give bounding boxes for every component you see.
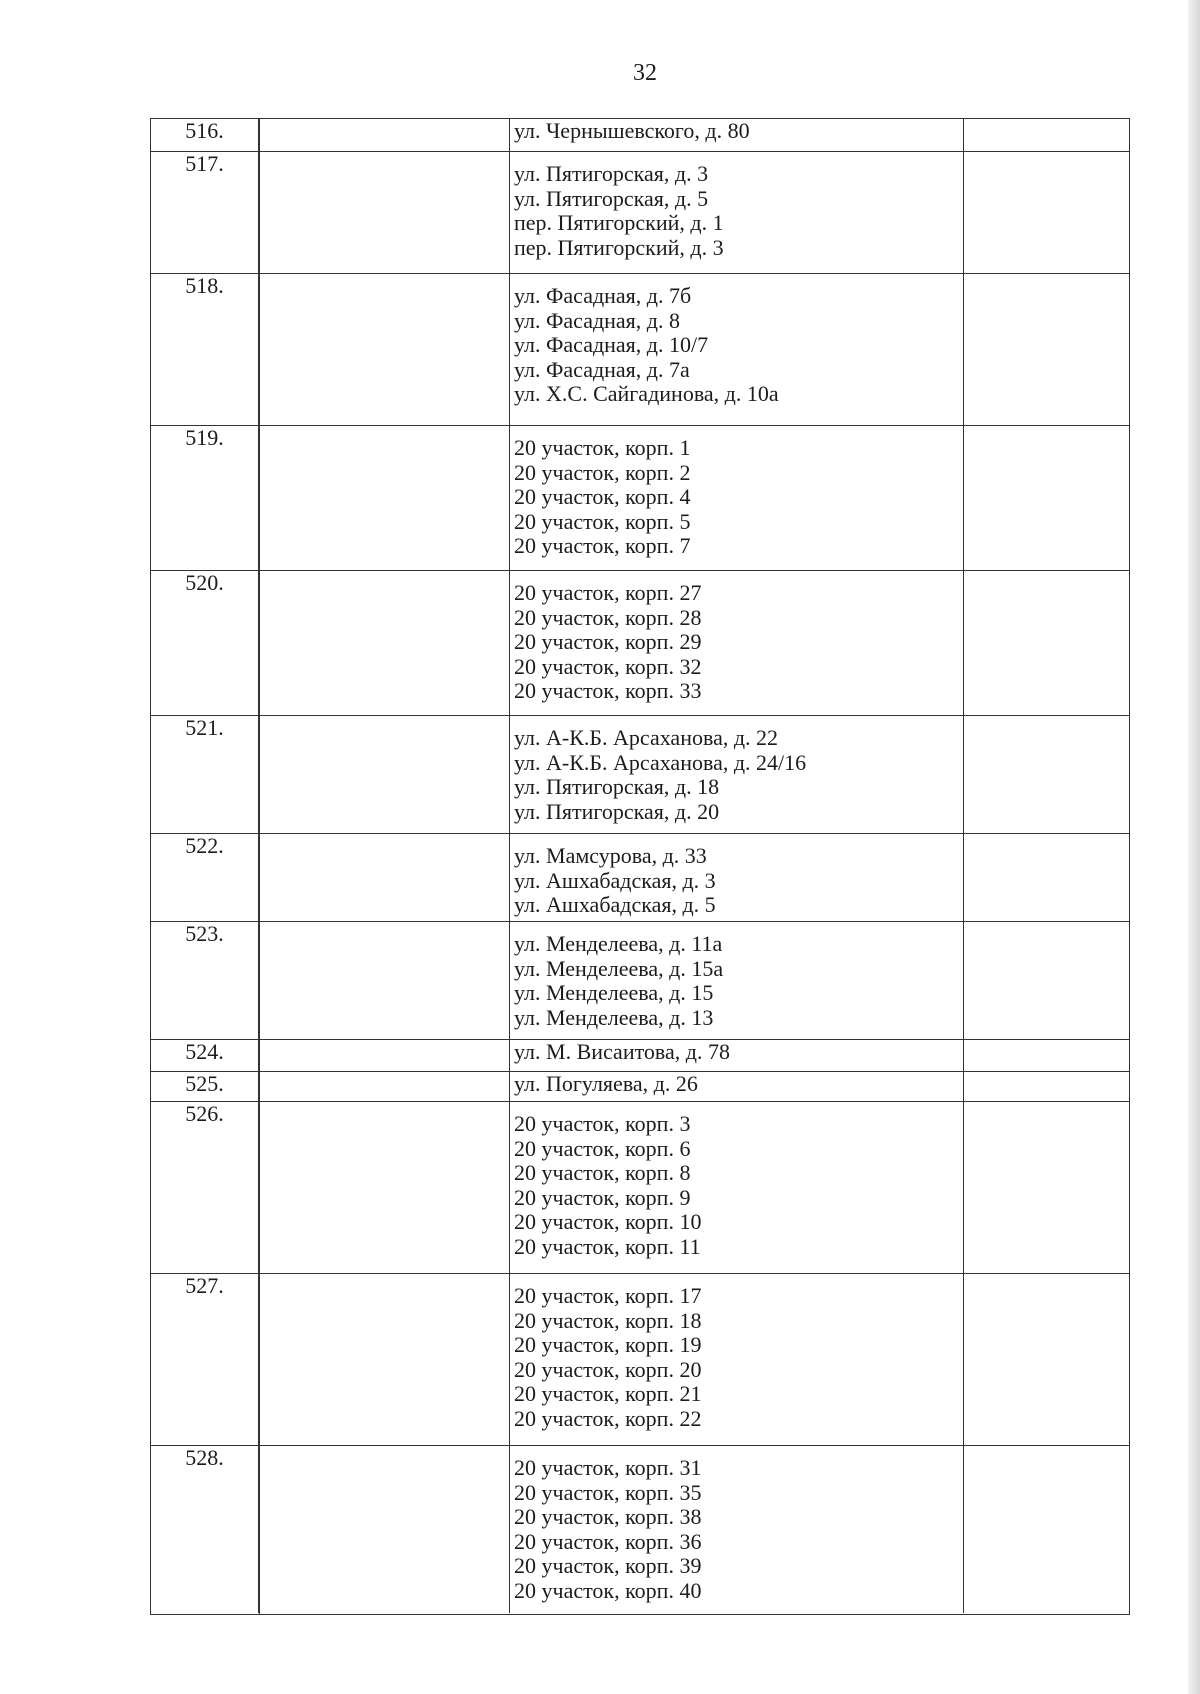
table-row bbox=[151, 1445, 1129, 1613]
address-cell bbox=[509, 1072, 964, 1101]
address-line: пер. Пятигорский, д. 3 bbox=[514, 234, 724, 260]
address-line: 20 участок, корп. 11 bbox=[514, 1233, 701, 1259]
address-cell bbox=[509, 716, 964, 833]
address-line: ул. Пятигорская, д. 18 bbox=[514, 774, 720, 799]
empty-cell bbox=[964, 152, 1129, 273]
empty-cell bbox=[964, 716, 1129, 833]
empty-cell bbox=[964, 571, 1129, 715]
address-line: 20 участок, корп. 21 bbox=[514, 1381, 702, 1406]
row-number: 527. bbox=[151, 1274, 259, 1445]
address-line: 20 участок, корп. 22 bbox=[514, 1405, 702, 1431]
table-row bbox=[151, 921, 1129, 1039]
address-line: ул. Фасадная, д. 7а bbox=[514, 356, 690, 382]
address-line: 20 участок, корп. 10 bbox=[514, 1209, 702, 1234]
address-cell bbox=[509, 1274, 964, 1445]
table-row bbox=[151, 425, 1129, 570]
page-number: 32 bbox=[633, 60, 657, 86]
address-line: 20 участок, корп. 3 bbox=[514, 1111, 691, 1136]
address-line: 20 участок, корп. 7 bbox=[514, 533, 691, 558]
empty-cell bbox=[964, 119, 1129, 151]
table-row bbox=[151, 1071, 1129, 1101]
table-row bbox=[151, 1039, 1129, 1071]
address-cell bbox=[509, 1040, 964, 1071]
address-line: 20 участок, корп. 4 bbox=[514, 484, 691, 509]
empty-cell bbox=[964, 1040, 1129, 1071]
address-line: ул. Ашхабадская, д. 3 bbox=[514, 867, 716, 893]
row-number: 517. bbox=[151, 152, 259, 273]
address-line: ул. Погуляева, д. 26 bbox=[514, 1071, 698, 1096]
address-cell bbox=[509, 1102, 964, 1273]
empty-cell bbox=[964, 1072, 1129, 1101]
address-line: 20 участок, корп. 32 bbox=[514, 653, 702, 679]
row-number: 525. bbox=[151, 1072, 259, 1101]
address-line: 20 участок, корп. 20 bbox=[514, 1356, 702, 1382]
address-line: ул. А-К.Б. Арсаханова, д. 22 bbox=[514, 725, 779, 750]
empty-cell bbox=[964, 1446, 1129, 1613]
address-line: 20 участок, корп. 39 bbox=[514, 1553, 702, 1578]
address-line: ул. Пятигорская, д. 20 bbox=[514, 798, 720, 824]
address-line: ул. Чернышевского, д. 80 bbox=[514, 118, 750, 143]
address-line: ул. Менделеева, д. 15 bbox=[514, 980, 714, 1005]
address-cell bbox=[509, 274, 964, 425]
address-cell bbox=[509, 922, 964, 1039]
address-line: 20 участок, корп. 19 bbox=[514, 1332, 702, 1357]
row-number: 522. bbox=[151, 834, 259, 921]
row-number: 520. bbox=[151, 571, 259, 715]
address-line: 20 участок, корп. 9 bbox=[514, 1184, 691, 1210]
address-line: 20 участок, корп. 29 bbox=[514, 629, 702, 654]
address-line: 20 участок, корп. 8 bbox=[514, 1160, 691, 1185]
row-number: 524. bbox=[151, 1040, 259, 1071]
address-cell bbox=[509, 571, 964, 715]
page-edge-shadow bbox=[1188, 0, 1200, 1694]
address-cell bbox=[509, 1446, 964, 1613]
table-row bbox=[151, 570, 1129, 715]
address-line: пер. Пятигорский, д. 1 bbox=[514, 210, 724, 235]
row-number: 526. bbox=[151, 1102, 259, 1273]
address-line: ул. Менделеева, д. 13 bbox=[514, 1004, 714, 1030]
address-cell bbox=[509, 152, 964, 273]
address-line: ул. Х.С. Сайгадинова, д. 10а bbox=[514, 381, 779, 406]
table-row bbox=[151, 1101, 1129, 1273]
row-number: 518. bbox=[151, 274, 259, 425]
row-number: 519. bbox=[151, 426, 259, 570]
table-row bbox=[151, 1273, 1129, 1445]
address-line: ул. Фасадная, д. 7б bbox=[514, 283, 692, 308]
address-line: 20 участок, корп. 28 bbox=[514, 604, 702, 630]
address-line: ул. М. Висаитова, д. 78 bbox=[514, 1039, 730, 1064]
address-line: 20 участок, корп. 18 bbox=[514, 1307, 702, 1333]
address-line: 20 участок, корп. 2 bbox=[514, 459, 691, 485]
address-line: ул. Фасадная, д. 8 bbox=[514, 307, 680, 333]
address-line: 20 участок, корп. 35 bbox=[514, 1479, 702, 1505]
address-table bbox=[150, 118, 1130, 1615]
table-row bbox=[151, 273, 1129, 425]
empty-cell bbox=[964, 834, 1129, 921]
table-row bbox=[151, 715, 1129, 833]
empty-cell bbox=[964, 426, 1129, 570]
empty-cell bbox=[964, 922, 1129, 1039]
address-line: ул. Фасадная, д. 10/7 bbox=[514, 332, 709, 357]
address-line: ул. А-К.Б. Арсаханова, д. 24/16 bbox=[514, 749, 807, 775]
address-line: 20 участок, корп. 1 bbox=[514, 435, 691, 460]
address-line: 20 участок, корп. 33 bbox=[514, 678, 702, 703]
address-line: 20 участок, корп. 27 bbox=[514, 580, 702, 605]
empty-cell bbox=[964, 274, 1129, 425]
address-line: 20 участок, корп. 5 bbox=[514, 508, 691, 534]
address-line: 20 участок, корп. 40 bbox=[514, 1577, 702, 1603]
address-line: ул. Ашхабадская, д. 5 bbox=[514, 892, 716, 917]
row-number: 516. bbox=[151, 119, 259, 151]
address-cell bbox=[509, 426, 964, 570]
row-number: 521. bbox=[151, 716, 259, 833]
address-line: ул. Мамсурова, д. 33 bbox=[514, 843, 707, 868]
table-row bbox=[151, 151, 1129, 273]
address-line: 20 участок, корп. 31 bbox=[514, 1455, 702, 1480]
address-line: 20 участок, корп. 17 bbox=[514, 1283, 702, 1308]
row-number: 528. bbox=[151, 1446, 259, 1613]
address-line: ул. Менделеева, д. 15а bbox=[514, 955, 724, 981]
address-line: 20 участок, корп. 38 bbox=[514, 1504, 702, 1529]
address-cell bbox=[509, 834, 964, 921]
address-line: ул. Пятигорская, д. 3 bbox=[514, 161, 709, 186]
table-row bbox=[151, 833, 1129, 921]
address-line: ул. Пятигорская, д. 5 bbox=[514, 185, 709, 211]
empty-cell bbox=[964, 1274, 1129, 1445]
address-line: ул. Менделеева, д. 11а bbox=[514, 931, 723, 956]
table-body bbox=[151, 119, 1129, 1613]
empty-cell bbox=[964, 1102, 1129, 1273]
row-number: 523. bbox=[151, 922, 259, 1039]
address-line: 20 участок, корп. 36 bbox=[514, 1528, 702, 1554]
address-line: 20 участок, корп. 6 bbox=[514, 1135, 691, 1161]
table-row bbox=[151, 119, 1129, 151]
address-cell bbox=[509, 119, 964, 151]
